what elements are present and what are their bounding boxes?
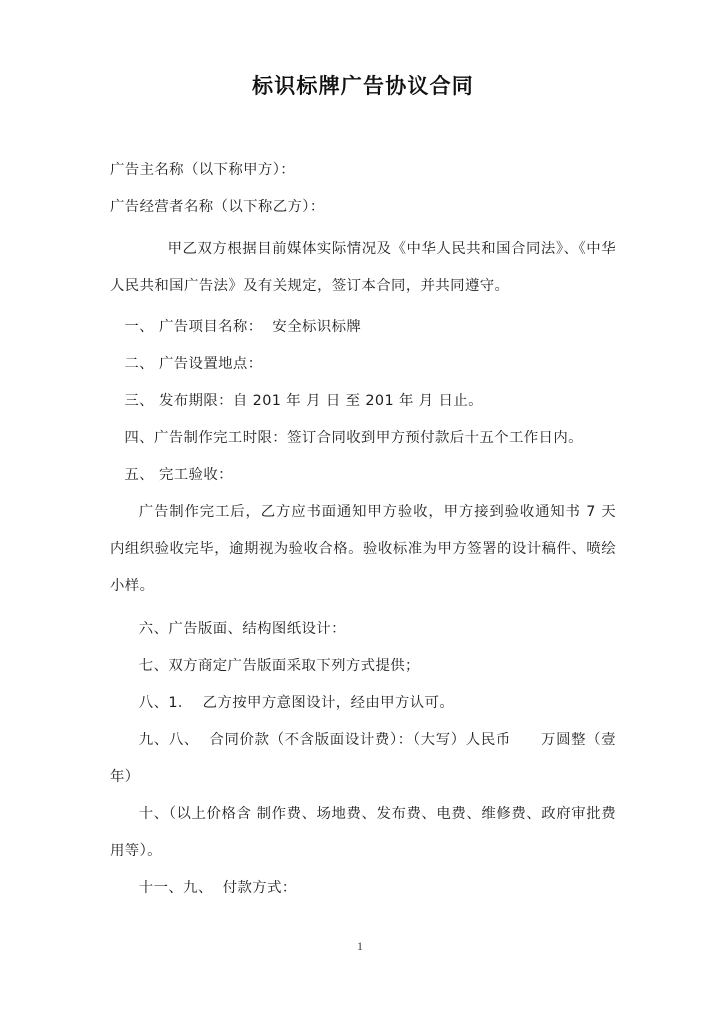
clause-item-5: 五、 完工验收： <box>124 467 233 484</box>
clause-item-1: 一、 广告项目名称： 安全标识标牌 <box>124 319 362 336</box>
preamble-paragraph: 甲乙双方根据目前媒体实际情况及《中华人民共和国合同法》、《中华人民共和国广告法》及有关规定，签订本合同，并共同遵守。 <box>110 241 616 295</box>
clause-item-8: 八、1． 乙方按甲方意图设计，经由甲方认可。 <box>138 695 455 712</box>
clause-item-3: 三、 发布期限：自 201 年 月 日 至 201 年 月 日止。 <box>124 393 483 410</box>
clause-item-7: 七、双方商定广告版面采取下列方式提供； <box>138 658 420 675</box>
clause-item-6: 六、广告版面、结构图纸设计： <box>138 621 346 638</box>
document-body <box>110 72 616 907</box>
page-number: 1 <box>357 941 363 953</box>
clause-item-11: 十一、九、 付款方式： <box>138 880 297 897</box>
clause-item-9: 九、八、 合同价款（不含版面设计费）：（大写）人民币 万圆整（壹年） <box>110 732 616 786</box>
clause-item-2: 二、 广告设置地点： <box>124 356 263 373</box>
acceptance-paragraph: 广告制作完工后，乙方应书面通知甲方验收，甲方接到验收通知书 7 天内组织验收完毕，逾期视为验收合格。验收标准为甲方签署的设计稿件、喷绘小样。 <box>110 504 616 595</box>
clause-item-4: 四、广告制作完工时限：签订合同收到甲方预付款后十五个工作日内。 <box>124 430 583 447</box>
clause-item-10: 十、（以上价格含 制作费、场地费、发布费、电费、维修费、政府审批费用等）。 <box>110 806 616 860</box>
party-line-operator: 广告经营者名称（以下称乙方）： <box>110 199 325 216</box>
page-title: 标识标牌广告协议合同 <box>252 74 474 98</box>
party-line-advertiser: 广告主名称（以下称甲方）： <box>110 162 296 179</box>
